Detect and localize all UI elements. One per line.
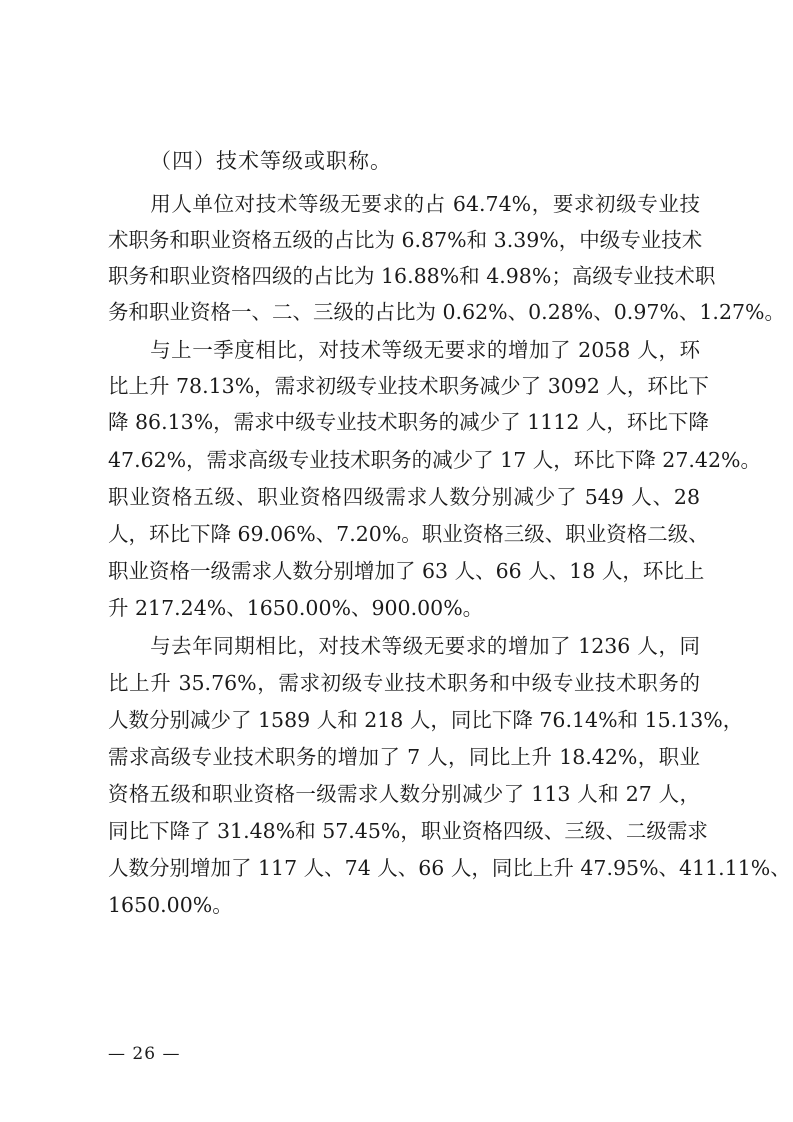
paragraph-3-line-4: 需求高级专业技术职务的增加了 7 人，同比上升 18.42%，职业 (108, 745, 700, 769)
paragraph-1-line-4: 务和职业资格一、二、三级的占比为 0.62%、0.28%、0.97%、1.27%。 (108, 300, 786, 324)
section-heading: （四）技术等级或职称。 (150, 149, 392, 173)
paragraph-3-line-6: 同比下降了 31.48%和 57.45%，职业资格四级、三级、二级需求 (108, 819, 708, 843)
paragraph-2-line-4: 47.62%，需求高级专业技术职务的减少了 17 人，环比下降 27.42%。 (108, 448, 761, 472)
paragraph-3-line-5: 资格五级和职业资格一级需求人数分别减少了 113 人和 27 人， (108, 782, 700, 806)
paragraph-3-line-8: 1650.00%。 (108, 893, 233, 917)
paragraph-3-line-1: 与去年同期相比，对技术等级无要求的增加了 1236 人，同 (108, 634, 700, 658)
paragraph-2-line-1: 与上一季度相比，对技术等级无要求的增加了 2058 人，环 (108, 338, 700, 362)
paragraph-3-line-7: 人数分别增加了 117 人、74 人、66 人，同比上升 47.95%、411.11%、 (108, 856, 791, 880)
paragraph-1-line-1: 用人单位对技术等级无要求的占 64.74%，要求初级专业技 (108, 192, 700, 216)
paragraph-2-line-5: 职业资格五级、职业资格四级需求人数分别减少了 549 人、28 (108, 485, 700, 509)
paragraph-2-line-2: 比上升 78.13%，需求初级专业技术职务减少了 3092 人，环比下 (108, 374, 709, 398)
paragraph-1-line-2: 术职务和职业资格五级的占比为 6.87%和 3.39%，中级专业技术 (108, 228, 703, 252)
paragraph-2-line-6: 人，环比下降 69.06%、7.20%。职业资格三级、职业资格二级、 (108, 522, 709, 546)
paragraph-2-line-3: 降 86.13%，需求中级专业技术职务的减少了 1112 人，环比下降 (108, 410, 709, 434)
paragraph-3-line-3: 人数分别减少了 1589 人和 218 人，同比下降 76.14%和 15.13%， (108, 708, 744, 732)
paragraph-2-line-7: 职业资格一级需求人数分别增加了 63 人、66 人、18 人，环比上 (108, 559, 705, 583)
paragraph-3-line-2: 比上升 35.76%，需求初级专业技术职务和中级专业技术职务的 (108, 671, 700, 695)
page-number: — 26 — (108, 1044, 181, 1064)
paragraph-2-line-8: 升 217.24%、1650.00%、900.00%。 (108, 596, 484, 620)
paragraph-1-line-3: 职务和职业资格四级的占比为 16.88%和 4.98%；高级专业技术职 (108, 264, 716, 288)
